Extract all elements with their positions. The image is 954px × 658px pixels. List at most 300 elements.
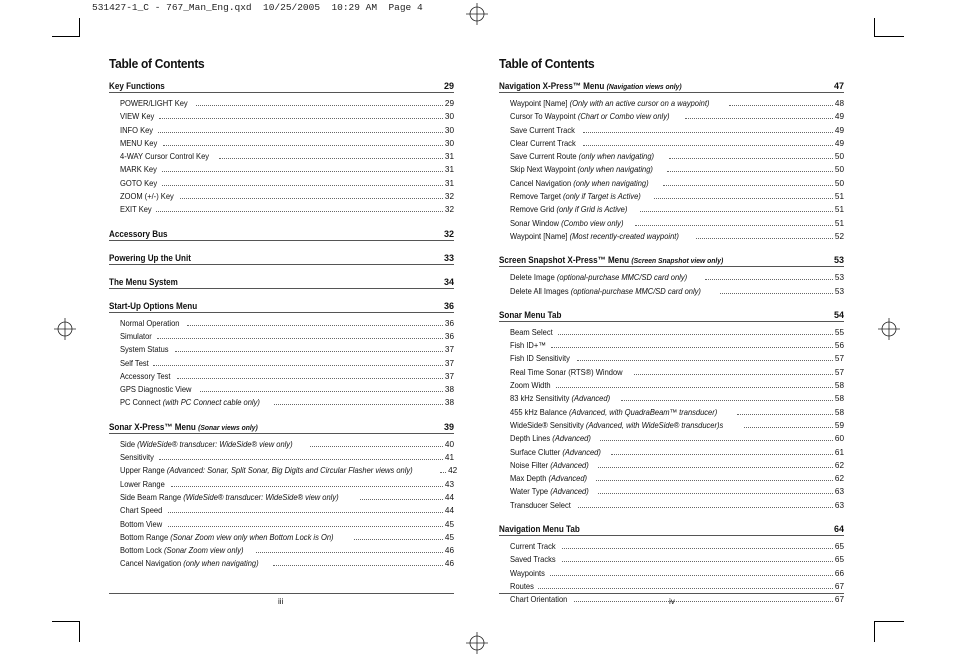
spacer [109, 289, 454, 293]
toc-entry-page: 44 [444, 492, 454, 502]
dot-leader [158, 132, 443, 133]
toc-entry[interactable] [499, 137, 844, 150]
toc-entry-title: Bottom Range [120, 532, 169, 542]
dot-leader [550, 575, 833, 576]
toc-entry-note: (Chart or Combo view only) [577, 112, 670, 122]
toc-entry-title: Save Current Track [510, 125, 575, 135]
toc-entry-label [510, 485, 589, 498]
toc-entry[interactable] [109, 531, 454, 544]
toc-entry[interactable] [499, 567, 844, 580]
toc-entry-title: Sonar Window [510, 218, 559, 228]
toc-entry[interactable] [109, 110, 454, 123]
toc-entry[interactable] [499, 326, 844, 339]
toc-entry-label [120, 163, 157, 176]
toc-entry[interactable] [499, 472, 844, 485]
toc-section-page: 33 [443, 252, 454, 263]
toc-section-page: 53 [833, 255, 844, 266]
toc-entry-label [510, 540, 556, 553]
dot-leader [600, 440, 833, 441]
dot-leader [583, 132, 833, 133]
dot-leader [162, 185, 443, 186]
dot-leader [200, 391, 443, 392]
spacer [109, 410, 454, 414]
dot-leader [440, 472, 446, 473]
toc-entry[interactable] [499, 352, 844, 365]
toc-entry[interactable] [109, 357, 454, 370]
toc-entry-title: VIEW Key [120, 112, 155, 122]
toc-entry-title: Waypoint [Name] [510, 231, 568, 241]
toc-section-page: 34 [443, 276, 454, 287]
dot-leader [640, 211, 833, 212]
toc-entry-label [510, 366, 623, 379]
toc-entry-label [510, 392, 610, 405]
toc-entry-page: 38 [444, 398, 454, 408]
toc-section-title: Start-Up Options Menu [109, 300, 198, 311]
toc-entry-page: 58 [834, 407, 844, 417]
toc-entry-page: 36 [444, 331, 454, 341]
toc-entry-page: 32 [444, 192, 454, 202]
toc-entry-page: 67 [834, 595, 844, 605]
toc-entry[interactable] [499, 339, 844, 352]
toc-entry[interactable] [109, 343, 454, 356]
toc-section-title: Accessory Bus [109, 228, 168, 239]
toc-entry-title: Delete All Images [510, 286, 569, 296]
toc-entry-label [510, 567, 545, 580]
toc-entry[interactable] [499, 485, 844, 498]
crop-mark-top-right-v [874, 18, 875, 36]
toc-entry[interactable] [109, 150, 454, 163]
toc-entry-title: INFO Key [120, 125, 154, 135]
toc-section-page: 36 [443, 300, 454, 311]
footer-rule-left [109, 593, 454, 594]
toc-entry-note: (only when navigating) [578, 152, 655, 162]
toc-entry-label [510, 110, 670, 123]
dot-leader [654, 198, 833, 199]
toc-entry-title: Current Track [510, 542, 556, 552]
toc-entry-title: Remove Target [510, 192, 561, 202]
toc-entry-label [510, 459, 589, 472]
dot-leader [611, 454, 833, 455]
toc-entry-page: 62 [834, 460, 844, 470]
toc-entry-title: Depth Lines [510, 434, 551, 444]
toc-entry-note: (WideSide® transducer: WideSide® view only) [137, 439, 293, 449]
dot-leader [180, 198, 442, 199]
toc-entry[interactable] [109, 557, 454, 570]
toc-entry[interactable] [109, 330, 454, 343]
toc-entry-page: 50 [834, 178, 844, 188]
dot-leader [163, 145, 443, 146]
toc-entry-title: 4-WAY Cursor Control Key [120, 152, 210, 162]
dot-leader [562, 561, 833, 562]
toc-entry-title: WideSide® Sensitivity [510, 420, 584, 430]
toc-entry-note: (Sonar Zoom view only when Bottom Lock is On) [170, 532, 334, 542]
dot-leader [562, 548, 833, 549]
toc-entry-note: (optional-purchase MMC/SD card only) [570, 286, 701, 296]
toc-entry[interactable] [109, 177, 454, 190]
dot-leader [153, 365, 443, 366]
toc-entry[interactable] [499, 432, 844, 445]
toc-entry-title: Max Depth [510, 474, 547, 484]
toc-entry[interactable] [109, 137, 454, 150]
toc-entry[interactable] [109, 396, 454, 409]
footer-rule-right [499, 593, 844, 594]
toc-entry[interactable] [499, 553, 844, 566]
toc-entry[interactable] [109, 383, 454, 396]
toc-entry-title: MARK Key [120, 165, 157, 175]
toc-entry-title: Skip Next Waypoint [510, 165, 576, 175]
toc-section-title: Screen Snapshot X-Press™ Menu [499, 255, 630, 266]
toc-entry-page: 58 [834, 394, 844, 404]
toc-entry-title: Normal Operation [120, 318, 180, 328]
dot-leader [156, 211, 442, 212]
dot-leader [720, 293, 833, 294]
toc-entry[interactable] [499, 392, 844, 405]
toc-entry-label [510, 352, 570, 365]
toc-entry[interactable] [499, 580, 844, 593]
toc-entry-label [120, 203, 152, 216]
toc-entry[interactable] [499, 110, 844, 123]
toc-entry-page: 37 [444, 371, 454, 381]
dot-leader [168, 512, 443, 513]
crop-mark-top-left-v [79, 18, 80, 36]
toc-entry-label [510, 339, 546, 352]
toc-entry-note: (only when navigating) [573, 178, 649, 188]
toc-entry-page: 30 [444, 112, 454, 122]
toc-section-label [109, 301, 197, 311]
toc-entry-label [510, 230, 679, 243]
toc-entry-note: (optional-purchase MMC/SD card only) [556, 273, 688, 283]
toc-entry-page: 49 [834, 125, 844, 135]
toc-entry-page: 53 [834, 286, 844, 296]
toc-entry-label [510, 150, 654, 163]
toc-section-qualifier: (Sonar views only) [198, 422, 258, 432]
page-number-right: iv [669, 597, 675, 606]
toc-entry-label [510, 97, 709, 110]
toc-entry-label [510, 419, 723, 432]
toc-entry-label [120, 97, 188, 110]
toc-entry[interactable] [499, 379, 844, 392]
toc-entry-page: 31 [444, 178, 454, 188]
toc-entry[interactable] [499, 150, 844, 163]
dot-leader [558, 334, 832, 335]
toc-section-page: 29 [443, 81, 454, 91]
toc-entry-title: Accessory Test [120, 371, 171, 381]
toc-entry-title: Noise Filter [510, 460, 549, 470]
toc-entry-page: 51 [834, 205, 844, 215]
toc-entry-note: (Advanced, with WideSide® transducer)s [585, 420, 724, 430]
toc-entry[interactable] [499, 190, 844, 203]
toc-entry-title: Routes [510, 581, 534, 591]
toc-entry[interactable] [109, 97, 454, 110]
toc-entry[interactable] [499, 366, 844, 379]
toc-entry-label [510, 285, 701, 298]
toc-entry-label [120, 110, 154, 123]
toc-entry[interactable] [109, 370, 454, 383]
toc-entry-label [120, 504, 162, 517]
toc-entry-page: 58 [834, 381, 844, 391]
toc-entry-title: Bottom Lock [120, 546, 162, 556]
toc-entry-label [120, 124, 153, 137]
dot-leader [219, 158, 443, 159]
page-number-left: iii [278, 597, 284, 606]
toc-entry-label [510, 163, 653, 176]
toc-section-heading[interactable] [109, 253, 454, 265]
toc-entry[interactable] [109, 491, 454, 504]
toc-entry-title: Simulator [120, 331, 152, 341]
dot-leader [696, 238, 833, 239]
toc-entry-page: 31 [444, 152, 454, 162]
toc-entry[interactable] [499, 177, 844, 190]
toc-entry[interactable] [109, 317, 454, 330]
toc-entry-page: 44 [444, 506, 454, 516]
toc-entry[interactable] [109, 163, 454, 176]
toc-entry-title: ZOOM (+/-) Key [120, 192, 174, 202]
registration-mark-bottom-icon [466, 632, 488, 654]
toc-entry-page: 63 [834, 500, 844, 510]
toc-entry-page: 52 [834, 231, 844, 241]
toc-section-heading[interactable] [109, 229, 454, 241]
spacer [109, 265, 454, 269]
toc-entry[interactable] [499, 124, 844, 137]
toc-entry-page: 51 [834, 192, 844, 202]
toc-section-heading[interactable] [499, 524, 844, 536]
toc-entry-label [510, 472, 587, 485]
toc-entry-page: 29 [444, 99, 454, 108]
toc-entry-note: (only if Grid is Active) [556, 205, 628, 215]
toc-section-page: 64 [833, 524, 844, 535]
toc-entry[interactable] [499, 230, 844, 243]
toc-entry-label [120, 330, 152, 343]
dot-leader [168, 526, 443, 527]
toc-section-heading[interactable] [499, 255, 844, 267]
toc-section-label [499, 524, 580, 534]
toc-entry-page: 46 [444, 546, 454, 556]
toc-entry-page: 67 [834, 581, 844, 591]
dot-leader [171, 486, 443, 487]
toc-entry[interactable] [499, 203, 844, 216]
dot-leader [634, 374, 833, 375]
toc-entry-page: 62 [834, 474, 844, 484]
toc-entry[interactable] [499, 217, 844, 230]
toc-entry[interactable] [499, 406, 844, 419]
crop-mark-bottom-right-v [874, 622, 875, 642]
toc-entry-label [120, 518, 162, 531]
toc-entry-label [120, 317, 179, 330]
toc-entry-note: (Sonar Zoom view only) [163, 546, 244, 556]
toc-entry[interactable] [109, 464, 458, 477]
dot-leader [310, 446, 443, 447]
spacer [109, 241, 454, 245]
toc-entry-label [510, 124, 575, 137]
registration-mark-top-icon [466, 3, 488, 25]
toc-entry-page: 30 [444, 125, 454, 135]
toc-entry-page: 63 [834, 487, 844, 497]
toc-entry-title: POWER/LIGHT Key [120, 99, 188, 108]
toc-entry[interactable] [499, 285, 844, 298]
right-page [499, 56, 844, 611]
toc-section-heading[interactable] [109, 277, 454, 289]
dot-leader [685, 118, 833, 119]
toc-entry-title: Cancel Navigation [510, 178, 572, 188]
toc-entry-label [120, 478, 165, 491]
toc-entry-label [510, 406, 717, 419]
toc-section-title: Powering Up the Unit [109, 252, 191, 263]
toc-entry-title: Surface Clutter [510, 447, 561, 457]
toc-section-heading[interactable] [109, 301, 454, 313]
toc-entry-note: (only when navigating) [183, 559, 259, 569]
toc-entry-title: Upper Range [120, 466, 165, 476]
toc-entry-page: 43 [444, 479, 454, 489]
toc-entry[interactable] [109, 544, 454, 557]
toc-entry-page: 31 [444, 165, 454, 175]
toc-entry-note: (Advanced) [552, 434, 591, 444]
toc-entry-title: Delete Image [510, 273, 555, 283]
toc-entry[interactable] [499, 459, 844, 472]
toc-entry-label [510, 217, 623, 230]
registration-mark-right-icon [878, 318, 900, 340]
dot-leader [578, 507, 833, 508]
toc-entry-page: 49 [834, 112, 844, 122]
toc-section-heading[interactable] [499, 310, 844, 322]
dot-leader [577, 360, 833, 361]
crop-mark-top-right-h [874, 36, 904, 37]
toc-entry-label [120, 343, 169, 356]
spacer [499, 607, 844, 611]
dot-leader [621, 400, 833, 401]
toc-entry-label [120, 464, 413, 477]
toc-entry[interactable] [109, 438, 454, 451]
toc-entry-label [120, 177, 157, 190]
toc-entry-title: GOTO Key [120, 178, 158, 188]
toc-entry[interactable] [499, 499, 844, 512]
toc-entry-label [120, 557, 259, 570]
toc-entry[interactable] [109, 124, 454, 137]
toc-entry[interactable] [499, 446, 844, 459]
toc-section-label [109, 277, 178, 287]
toc-entry[interactable] [109, 518, 454, 531]
toc-entry-label [510, 432, 591, 445]
toc-entry-note: (Advanced, with QuadraBeam™ transducer) [569, 407, 718, 417]
toc-entry-page: 57 [834, 354, 844, 364]
toc-entry-page: 61 [834, 447, 844, 457]
toc-section-heading[interactable] [109, 422, 454, 434]
toc-entry-label [120, 190, 174, 203]
dot-leader [157, 338, 443, 339]
dot-leader [744, 427, 833, 428]
dot-leader [598, 467, 833, 468]
toc-entry[interactable] [499, 97, 844, 110]
toc-section-title: Key Functions [109, 81, 165, 91]
toc-entry-label [120, 370, 171, 383]
toc-entry-page: 36 [444, 318, 454, 328]
toc-entry-page: 59 [834, 420, 844, 430]
toc-entry-page: 37 [444, 358, 454, 368]
dot-leader [598, 493, 833, 494]
toc-entry[interactable] [499, 540, 844, 553]
toc-entry-title: EXIT Key [120, 205, 152, 215]
toc-entry-title: Beam Select [510, 327, 553, 337]
toc-entry-page: 42 [448, 466, 458, 476]
toc-entry[interactable] [109, 478, 454, 491]
toc-section-page: 47 [833, 81, 844, 91]
dot-leader [635, 225, 833, 226]
toc-entry-page: 30 [444, 138, 454, 148]
toc-list [499, 81, 844, 611]
toc-entry-page: 56 [834, 341, 844, 351]
toc-entry-title: MENU Key [120, 138, 158, 148]
toc-entry-title: Self Test [120, 358, 149, 368]
print-slug: 531427-1_C - 767_Man_Eng.qxd 10/25/2005 10:29 AM Page 4 [92, 2, 423, 13]
left-page [109, 56, 458, 575]
toc-entry-label [120, 396, 260, 409]
page-title: Table of Contents [499, 56, 595, 71]
spacer [499, 243, 844, 247]
toc-section-title: Sonar Menu Tab [499, 309, 562, 320]
toc-entry[interactable] [499, 163, 844, 176]
toc-entry-page: 45 [444, 519, 454, 529]
toc-entry-page: 66 [834, 568, 844, 578]
toc-entry-title: PC Connect [120, 398, 161, 408]
toc-section-page: 54 [833, 309, 844, 320]
toc-entry-page: 55 [834, 327, 844, 337]
toc-entry-title: Fish ID Sensitivity [510, 354, 570, 364]
toc-entry-page: 45 [444, 532, 454, 542]
dot-leader [556, 387, 833, 388]
toc-list [109, 81, 458, 575]
toc-entry-title: Chart Speed [120, 506, 163, 516]
dot-leader [729, 105, 833, 106]
toc-entry-title: Waypoints [510, 568, 545, 578]
toc-entry-title: Clear Current Track [510, 138, 576, 148]
toc-section-label [499, 81, 682, 91]
toc-entry[interactable] [499, 419, 844, 432]
dot-leader [538, 588, 833, 589]
toc-section-label [109, 253, 191, 263]
toc-entry-label [510, 446, 601, 459]
toc-entry-page: 41 [444, 453, 454, 463]
toc-entry-title: Zoom Width [510, 381, 551, 391]
toc-entry-note: (only when navigating) [577, 165, 653, 175]
toc-section-heading[interactable] [499, 81, 844, 93]
dot-leader [669, 158, 833, 159]
toc-entry-label [120, 438, 293, 451]
crop-mark-bottom-left-v [79, 622, 80, 642]
toc-section-heading[interactable] [109, 81, 454, 93]
toc-entry-title: Bottom View [120, 519, 163, 529]
toc-section-label [109, 81, 165, 91]
spacer [499, 298, 844, 302]
toc-entry[interactable] [109, 190, 454, 203]
toc-entry[interactable] [499, 271, 844, 284]
toc-entry-title: Waypoint [Name] [510, 99, 568, 108]
toc-entry-title: Transducer Select [510, 500, 571, 510]
toc-entry[interactable] [109, 203, 454, 216]
toc-entry-page: 60 [834, 434, 844, 444]
toc-entry-page: 48 [834, 99, 844, 108]
toc-entry[interactable] [109, 504, 454, 517]
toc-entry-title: 83 kHz Sensitivity [510, 394, 570, 404]
toc-entry-note: (Advanced) [550, 460, 589, 470]
toc-entry-label [120, 357, 149, 370]
toc-section-label [109, 422, 258, 432]
toc-entry-label [510, 137, 576, 150]
toc-entry[interactable] [109, 451, 454, 464]
toc-entry-title: Water Type [510, 487, 549, 497]
toc-entry-label [510, 190, 641, 203]
toc-entry-note: (Most recently-created waypoint) [569, 231, 679, 241]
spacer [109, 217, 454, 221]
dot-leader [705, 279, 833, 280]
